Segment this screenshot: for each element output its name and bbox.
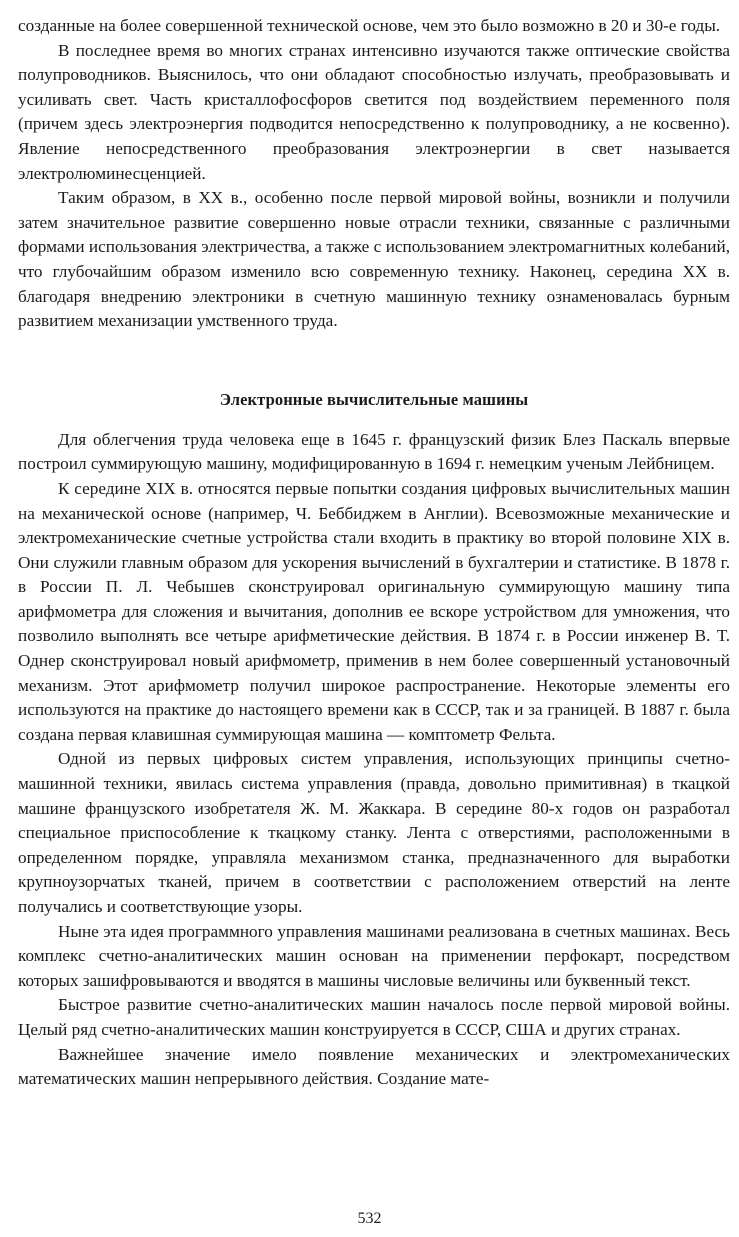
paragraph-punch-cards: Ныне эта идея программного управления машинами реализована в счетных машинах. Весь комплекс счетно-аналитических машин основан на применении перфокарт, посредством которых зашифровываются и вводятся в машины числовые величины или буквенный текст. [18,921,730,990]
paragraph-continuous-machines: Важнейшее значение имело появление механических и электромеханических математических машин непрерывного действия. Создание мате- [18,1044,730,1089]
paragraph-continuation: созданные на более совершенной технической основе, чем это было возможно в 20 и 30-е годы. [18,16,721,35]
paragraph-twentieth-century-summary: Таким образом, в XX в., особенно после первой мировой войны, возникли и получили затем значительное развитие совершенно новые отрасли техники, связанные с различными формами использования электричества, а также с использованием электромагнитных колебаний, что глубочайшим образом изменило всю современную технику. Наконец, середина XX в. благодаря внедрению электроники в счетную машинную технику ознаменовалась бурным развитием механизации умственного труда. [18,188,730,331]
spacer [18,334,730,388]
section-title: Электронные вычислительные машины [219,389,529,409]
spacer [18,412,730,428]
page-content [18,14,730,1092]
paragraph-jacquard: Одной из первых цифровых систем управления, использующих принципы счетно-машинной техники, явилась система управления (правда, довольно примитивная) в ткацкой машине французского изобретателя Ж. М. Жаккара. В середине 80-х годов он разработал специальное приспособление к ткацкому станку. Лента с отверстиями, расположенными в определенном порядке, управляла механизмом станка, предназначенного для выработки крупноузорчатых тканей, причем в соответствии с расположением отверстий на ленте получались и соответствующие узоры. [18,749,730,916]
paragraph-semiconductors-optics: В последнее время во многих странах интенсивно изучаются также оптические свойства полупроводников. Выяснилось, что они обладают способностью излучать, преобразовывать и усиливать свет. Часть кристаллофосфоров светится под воздействием переменного поля (причем здесь электроэнергия подводится непосредственно к полупроводнику, а не косвенно). Явление непосредственного преобразования электроэнергии в свет называется электролюминесценцией. [18,40,730,183]
paragraph-nineteenth-century: К середине XIX в. относятся первые попытки создания цифровых вычислительных машин на механической основе (например, Ч. Беббиджем в Англии). Всевозможные механические и электромеханические счетные устройства стали входить в практику во второй половине XIX в. Они служили главным образом для ускорения вычислений в бухгалтерии и статистике. В 1878 г. в России П. Л. Чебышев сконструировал оригинальную суммирующую машину типа арифмометра для сложения и вычитания, дополнив ее вскоре устройством для умножения, что позволило выполнять все четыре арифметические действия. В 1874 г. в России инженер В. Т. Однер сконструировал новый арифмометр, применив в нем более совершенный установочный механизм. Этот арифмометр получил широкое распространение. Некоторые элементы его используются на практике до настоящего времени как в СССР, так и за границей. В 1887 г. была создана первая клавишная суммирующая машина — комптометр Фельта. [18,478,730,744]
paragraph-rapid-development: Быстрое развитие счетно-аналитических машин началось после первой мировой войны. Целый ряд счетно-аналитических машин конструируется в СССР, США и других странах. [18,995,730,1039]
paragraph-pascal: Для облегчения труда человека еще в 1645 г. французский физик Блез Паскаль впервые построил суммирующую машину, модифицированную в 1694 г. немецким ученым Лейбницем. [18,429,730,474]
page-number: 532 [357,1210,382,1227]
